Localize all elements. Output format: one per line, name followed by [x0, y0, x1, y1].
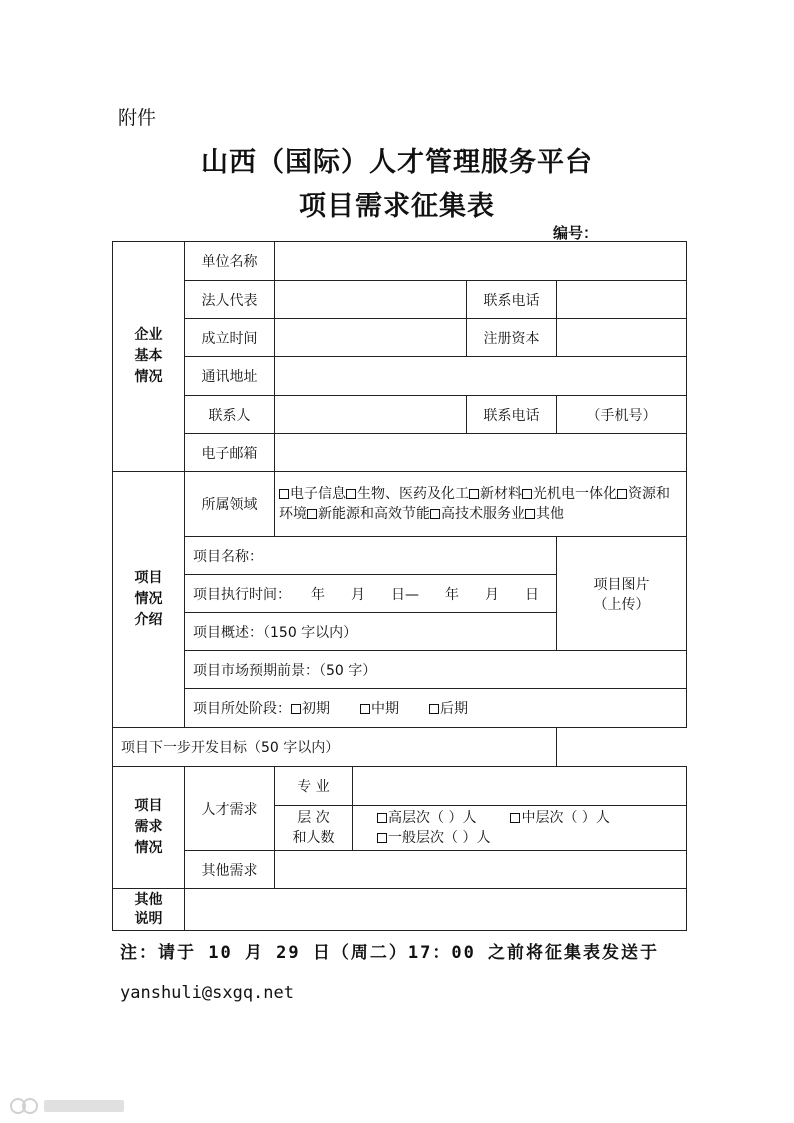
project-name-field[interactable]: 项目名称：: [185, 537, 557, 575]
exec-time-field[interactable]: [185, 575, 557, 613]
date-unit: 月: [485, 586, 499, 603]
field-option[interactable]: 资源和环境: [279, 486, 670, 522]
checkbox-icon: [279, 489, 289, 499]
section-demand: 项目 需求 情况: [113, 767, 185, 889]
address-label: 通讯地址: [185, 357, 275, 396]
project-image-label: 项目图片: [593, 576, 650, 593]
checkbox-icon: [360, 704, 370, 714]
stage-field: [185, 689, 687, 728]
other-demand-field[interactable]: [275, 851, 687, 889]
checkbox-icon: [525, 509, 535, 519]
date-unit: 日: [525, 586, 539, 603]
date-unit: 月: [351, 586, 365, 603]
legal-rep-label: 法人代表: [185, 281, 275, 319]
address-field[interactable]: [275, 357, 687, 396]
checkbox-icon: [346, 489, 356, 499]
market-field[interactable]: 项目市场预期前景：（50 字）: [185, 651, 687, 689]
field-option[interactable]: 高技术服务业: [430, 506, 525, 522]
section-project-info: 项目 情况 介绍: [113, 472, 185, 728]
email-label: 电子邮箱: [185, 434, 275, 472]
checkbox-icon: [522, 489, 532, 499]
watermark-logo: [8, 1096, 128, 1116]
field-option[interactable]: 其他: [525, 506, 564, 522]
major-field[interactable]: [353, 767, 687, 806]
level-option-high[interactable]: 高层次（ ）人: [377, 810, 476, 826]
founded-field[interactable]: [275, 319, 467, 357]
serial-number-label: 编号：: [553, 224, 599, 242]
field-option[interactable]: 新材料: [469, 486, 522, 502]
talent-demand-label: 人才需求: [185, 767, 275, 851]
checkbox-icon: [291, 704, 301, 714]
level-label: 层 次 和人数: [275, 806, 353, 851]
field-option[interactable]: 光机电一体化: [522, 486, 617, 502]
page-subtitle: 项目需求征集表: [299, 191, 495, 222]
project-image-upload[interactable]: [557, 537, 687, 651]
major-label: 专 业: [275, 767, 353, 806]
checkbox-icon: [617, 489, 627, 499]
field-option[interactable]: 生物、医药及化工: [346, 486, 469, 502]
section-basic-info: 企业 基本 情况: [113, 242, 185, 472]
submission-email[interactable]: yanshuli@sxgq.net: [120, 983, 294, 1003]
date-unit: 年: [311, 586, 325, 603]
annex-label: 附件: [118, 107, 157, 129]
field-options: [275, 472, 687, 537]
date-unit: 年: [445, 586, 459, 603]
mobile-field[interactable]: （手机号）: [557, 396, 687, 434]
capital-label: 注册资本: [467, 319, 557, 357]
exec-time-label: 项目执行时间：: [193, 586, 291, 603]
checkbox-icon: [429, 704, 439, 714]
stage-option[interactable]: 后期: [429, 701, 468, 717]
company-name-label: 单位名称: [185, 242, 275, 281]
contact-phone-label: 联系电话: [467, 396, 557, 434]
other-demand-label: 其他需求: [185, 851, 275, 889]
checkbox-icon: [307, 509, 317, 519]
checkbox-icon: [510, 813, 520, 823]
stage-option[interactable]: 中期: [360, 701, 399, 717]
company-name-field[interactable]: [275, 242, 687, 281]
legal-rep-field[interactable]: [275, 281, 467, 319]
field-option[interactable]: 新能源和高效节能: [307, 506, 430, 522]
checkbox-icon: [469, 489, 479, 499]
stage-option[interactable]: 初期: [291, 701, 330, 717]
overview-field[interactable]: 项目概述：（150 字以内）: [185, 613, 557, 651]
level-option-general[interactable]: 一般层次（ ）人: [377, 830, 490, 846]
level-field: [353, 806, 687, 851]
level-option-mid[interactable]: 中层次（ ）人: [510, 810, 609, 826]
field-label: 所属领域: [185, 472, 275, 537]
checkbox-icon: [377, 833, 387, 843]
project-image-hint: （上传）: [593, 596, 650, 613]
founded-label: 成立时间: [185, 319, 275, 357]
field-option[interactable]: 电子信息: [279, 486, 346, 502]
contact-field[interactable]: [275, 396, 467, 434]
checkbox-icon: [430, 509, 440, 519]
stage-label: 项目所处阶段：: [193, 701, 291, 717]
phone-label: 联系电话: [467, 281, 557, 319]
page-title: 山西（国际）人才管理服务平台: [201, 147, 593, 178]
capital-field[interactable]: [557, 319, 687, 357]
checkbox-icon: [377, 813, 387, 823]
next-goal-field[interactable]: 项目下一步开发目标（50 字以内）: [113, 728, 557, 767]
phone-field[interactable]: [557, 281, 687, 319]
other-notes-field[interactable]: [185, 889, 687, 931]
contact-label: 联系人: [185, 396, 275, 434]
email-field[interactable]: [275, 434, 687, 472]
collection-form-table: [112, 241, 687, 931]
section-other: 其他 说明: [113, 889, 185, 931]
submission-note: 注：请于 10 月 29 日（周二）17：00 之前将征集表发送于: [120, 943, 660, 963]
date-unit: 日—: [391, 586, 419, 603]
